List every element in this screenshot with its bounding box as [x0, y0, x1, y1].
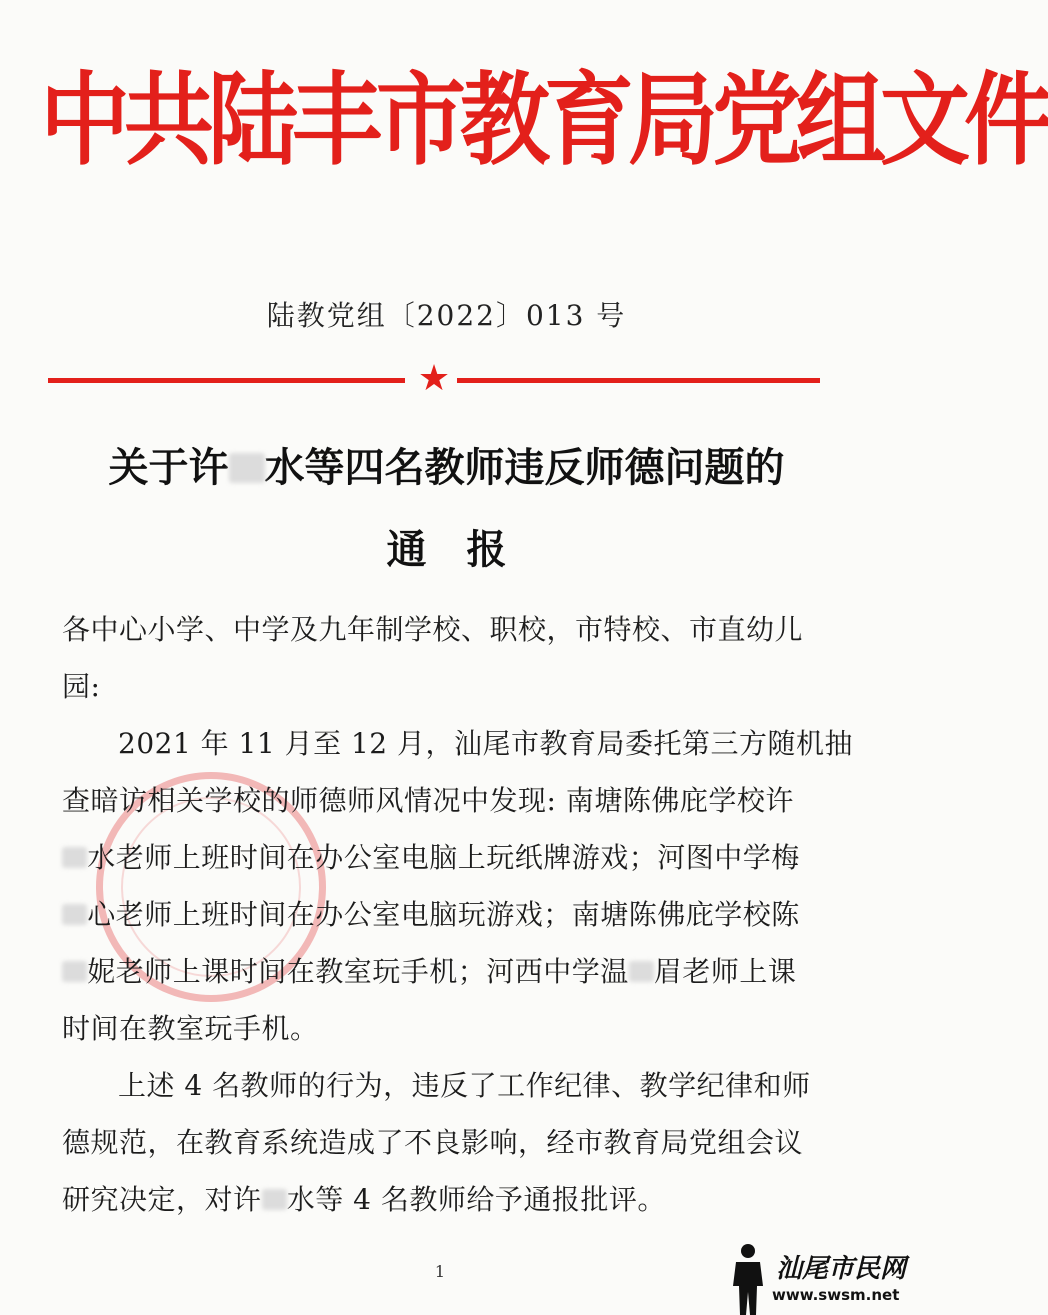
site-watermark [728, 1242, 907, 1315]
redacted-name-blur [229, 453, 265, 483]
redacted-name-blur [62, 847, 87, 868]
divider-line-right [457, 378, 820, 383]
redacted-name-blur [62, 904, 87, 925]
document-title-line2: 通报 [386, 526, 547, 573]
body-line-4: 查暗访相关学校的师德师风情况中发现: 南塘陈佛庇学校许 [62, 784, 794, 817]
body-line-3: 2021 年 11 月至 12 月，汕尾市教育局委托第三方随机抽 [118, 727, 854, 760]
document-title-line1: 关于许 水等四名教师违反师德问题的 [108, 444, 785, 491]
divider-line-left [48, 378, 405, 383]
body-line-2: 园: [62, 670, 101, 703]
body-line-10: 德规范，在教育系统造成了不良影响，经市教育局党组会议 [62, 1126, 804, 1159]
star-icon: ★ [417, 358, 451, 399]
page-number: 1 [434, 1262, 446, 1281]
person-silhouette-icon [728, 1242, 768, 1315]
body-line-11: 研究决定，对许 水等 4 名教师给予通报批评。 [62, 1183, 666, 1216]
document-number: 陆教党组〔2022〕013 号 [266, 299, 627, 332]
body-line-8: 时间在教室玩手机。 [62, 1012, 319, 1045]
body-line-7: 妮老师上课时间在教室玩手机；河西中学温 眉老师上课 [62, 952, 796, 992]
redacted-name-blur [629, 961, 654, 982]
redacted-name-blur [62, 961, 87, 982]
body-line-9: 上述 4 名教师的行为，违反了工作纪律、教学纪律和师 [118, 1069, 811, 1102]
body-line-6: 心老师上班时间在办公室电脑玩游戏；南塘陈佛庇学校陈 [62, 895, 800, 935]
watermark-brand: 汕尾市民网 [776, 1254, 907, 1284]
body-line-1: 各中心小学、中学及九年制学校、职校，市特校、市直幼儿 [62, 613, 804, 646]
body-line-5: 水老师上班时间在办公室电脑上玩纸牌游戏；河图中学梅 [62, 838, 800, 878]
red-header-title: 中共陆丰市教育局党组文件 [40, 62, 1048, 180]
red-divider [48, 358, 820, 399]
watermark-url: www.swsm.net [772, 1286, 900, 1304]
redacted-name-blur [262, 1189, 287, 1210]
